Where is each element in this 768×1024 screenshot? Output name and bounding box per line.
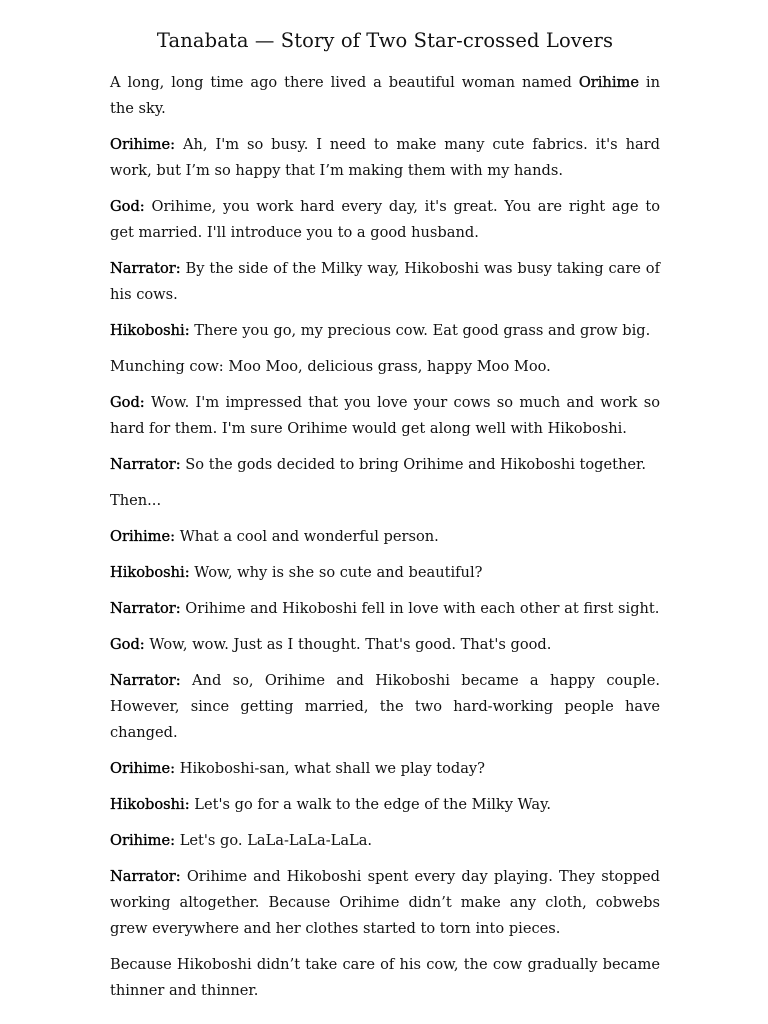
dialogue-line xyxy=(110,354,660,380)
dialogue-line xyxy=(110,488,660,514)
line-text: Orihime and Hikoboshi spent every day playing. They stopped working altogether. Because Orihime didn’t make any cloth, cobwebs grew everywhere and her clothes started to torn into pieces. xyxy=(110,868,660,937)
dialogue-line xyxy=(110,952,660,1004)
speaker-label: Narrator: xyxy=(110,868,181,885)
speaker-label: Narrator: xyxy=(110,600,181,617)
line-text: Orihime, you work hard every day, it's great. You are right age to get married. I'll introduce you to a good husband. xyxy=(110,198,660,241)
speaker-label: Orihime: xyxy=(110,832,176,849)
line-text: Hikoboshi-san, what shall we play today? xyxy=(175,760,486,777)
dialogue-line xyxy=(110,828,660,854)
line-text: Because Hikoboshi didn’t take care of his cow, the cow gradually became thinner and thinner. xyxy=(110,956,660,999)
speaker-label: Hikoboshi: xyxy=(110,796,190,813)
dialogue-line xyxy=(110,452,660,478)
intro-name: Orihime xyxy=(578,74,639,91)
line-text: By the side of the Milky way, Hikoboshi was busy taking care of his cows. xyxy=(110,260,660,303)
line-text: So the gods decided to bring Orihime and Hikoboshi together. xyxy=(180,456,647,473)
speaker-label: Orihime: xyxy=(110,760,176,777)
line-text: Wow, why is she so cute and beautiful? xyxy=(189,564,483,581)
speaker-label: God: xyxy=(110,636,145,653)
speaker-label: Narrator: xyxy=(110,260,181,277)
speaker-label: Hikoboshi: xyxy=(110,564,190,581)
speaker-label: God: xyxy=(110,198,145,215)
dialogue-line xyxy=(110,318,660,344)
dialogue-line xyxy=(110,596,660,622)
dialogue-line xyxy=(110,132,660,184)
line-text: There you go, my precious cow. Eat good grass and grow big. xyxy=(189,322,651,339)
intro-text-after: in the sky. xyxy=(110,74,660,117)
dialogue-line xyxy=(110,390,660,442)
line-text: Munching cow: Moo Moo, delicious grass, happy Moo Moo. xyxy=(110,358,551,375)
speaker-label: Hikoboshi: xyxy=(110,322,190,339)
dialogue-line xyxy=(110,194,660,246)
dialogue-line xyxy=(110,524,660,550)
speaker-label: Narrator: xyxy=(110,672,181,689)
dialogue-line xyxy=(110,756,660,782)
intro-text-before: A long, long time ago there lived a beautiful woman named xyxy=(110,74,579,91)
line-text: Then... xyxy=(110,492,162,509)
dialogue-line xyxy=(110,792,660,818)
speaker-label: Orihime: xyxy=(110,528,176,545)
dialogue-line xyxy=(110,256,660,308)
speaker-label: God: xyxy=(110,394,145,411)
document-title: Tanabata — Story of Two Star-crossed Lovers xyxy=(156,29,614,52)
line-text: Wow, wow. Just as I thought. That's good. That's good. xyxy=(144,636,552,653)
line-text: And so, Orihime and Hikoboshi became a happy couple. However, since getting married, the two hard-working people have changed. xyxy=(110,672,660,741)
dialogue-line xyxy=(110,864,660,942)
intro-paragraph xyxy=(110,70,660,122)
dialogue-line xyxy=(110,560,660,586)
speaker-label: Orihime: xyxy=(110,136,176,153)
speaker-label: Narrator: xyxy=(110,456,181,473)
line-text: Ah, I'm so busy. I need to make many cute fabrics. it's hard work, but I’m so happy that I’m making them with my hands. xyxy=(110,136,660,179)
dialogue-line xyxy=(110,632,660,658)
line-text: Orihime and Hikoboshi fell in love with each other at first sight. xyxy=(180,600,660,617)
line-text: Let's go for a walk to the edge of the Milky Way. xyxy=(189,796,552,813)
line-text: What a cool and wonderful person. xyxy=(175,528,439,545)
line-text: Let's go. LaLa-LaLa-LaLa. xyxy=(175,832,373,849)
dialogue-line xyxy=(110,668,660,746)
line-text: Wow. I'm impressed that you love your cows so much and work so hard for them. I'm sure Orihime would get along well with Hikoboshi. xyxy=(110,394,660,437)
